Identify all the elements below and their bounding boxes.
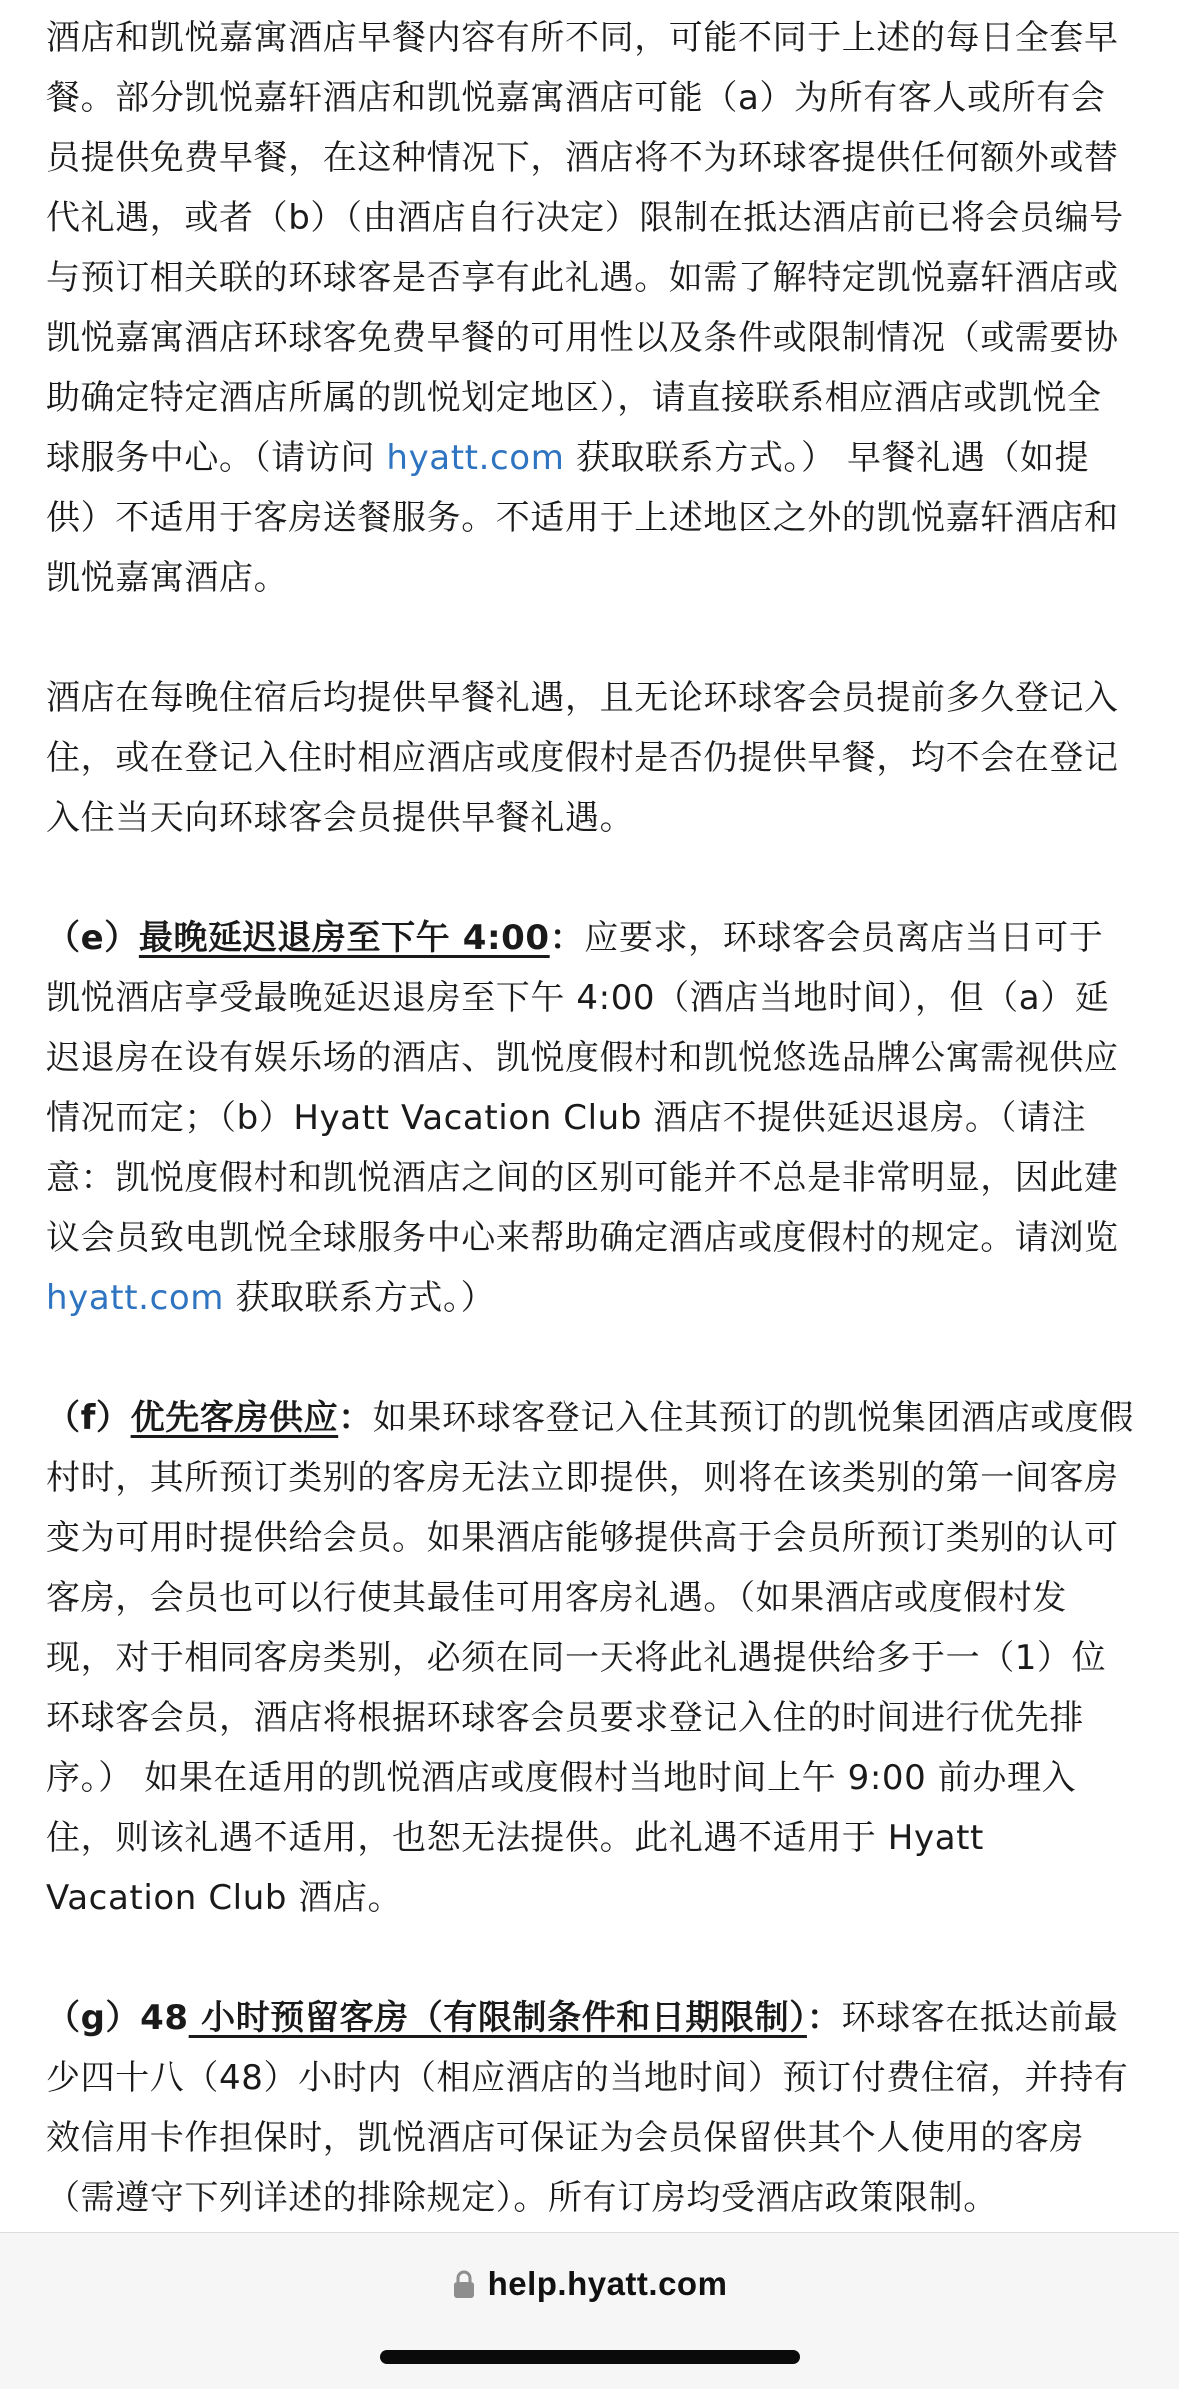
section-colon: ： (549, 918, 585, 958)
paragraph-text: 获取联系方式。） 早餐礼遇（如提供）不适用于客房送餐服务。不适用于上述地区之外的凯悦嘉轩酒店和凯悦嘉寓酒店。 (46, 438, 1119, 598)
section-colon: ： (338, 1398, 373, 1438)
url-text[interactable]: help.hyatt.com (487, 2265, 728, 2302)
paragraph-text: 环球客在抵达前最少四十八（48）小时内（相应酒店的当地时间）预订付费住宿，并持有效信用卡作担保时，凯悦酒店可保证为会员保留供其个人使用的客房（需遵守下列详述的排除规定）。所有订房均受酒店政策限制。 (46, 1998, 1129, 2218)
section-title: 优先客房供应 (130, 1398, 339, 1438)
hyatt-link[interactable]: hyatt.com (386, 438, 565, 478)
paragraph-text: 应要求，环球客会员离店当日可于凯悦酒店享受最晚延迟退房至下午 4:00（酒店当地时间），但（a）延迟退房在设有娱乐场的酒店、凯悦度假村和凯悦悠选品牌公寓需视供应情况而定；（b）Hyatt Vacation Club 酒店不提供延迟退房。（请注意：凯悦度假村和凯悦酒店之间的区别可能并不总是非常明显，因此建议会员致电凯悦全球服务中心来帮助确定酒店或度假村的规定。请浏览 (46, 918, 1119, 1258)
home-indicator[interactable] (380, 2350, 800, 2364)
paragraph-text: 酒店在每晚住宿后均提供早餐礼遇，且无论环球客会员提前多久登记入住，或在登记入住时相应酒店或度假村是否仍提供早餐，均不会在登记入住当天向环球客会员提供早餐礼遇。 (46, 678, 1119, 838)
browser-bottom-bar (0, 2232, 1179, 2389)
paragraph-text: 酒店和凯悦嘉寓酒店早餐内容有所不同，可能不同于上述的每日全套早餐。部分凯悦嘉轩酒店和凯悦嘉寓酒店可能（a）为所有客人或所有会员提供免费早餐，在这种情况下，酒店将不为环球客提供任何额外或替代礼遇，或者（b）（由酒店自行决定）限制在抵达酒店前已将会员编号与预订相关联的环球客是否享有此礼遇。如需了解特定凯悦嘉轩酒店或凯悦嘉寓酒店环球客免费早餐的可用性以及条件或限制情况（或需要协助确定特定酒店所属的凯悦划定地区），请直接联系相应酒店或凯悦全球服务中心。（请访问 (46, 18, 1124, 478)
paragraph-priority-room (46, 1388, 1136, 1928)
article-body (46, 8, 1136, 2288)
section-label (46, 1998, 842, 2038)
lock-icon (452, 2269, 476, 2299)
section-prefix: （e） (46, 918, 139, 958)
hyatt-link[interactable]: hyatt.com (46, 1278, 224, 1318)
section-prefix: （g）48 (46, 1998, 189, 2038)
section-label (46, 1398, 373, 1438)
paragraph-late-checkout (46, 908, 1136, 1328)
address-bar[interactable] (0, 2265, 1179, 2303)
paragraph-text: 如果环球客登记入住其预订的凯悦集团酒店或度假村时，其所预订类别的客房无法立即提供，则将在该类别的第一间客房变为可用时提供给会员。如果酒店能够提供高于会员所预订类别的认可客房，会员也可以行使其最佳可用客房礼遇。（如果酒店或度假村发现，对于相同客房类别，必须在同一天将此礼遇提供给多于一（1）位环球客会员，酒店将根据环球客会员要求登记入住的时间进行优先排序。） 如果在适用的凯悦酒店或度假村当地时间上午 9:00 前办理入住，则该礼遇不适用，也恕无法提供。此礼遇不适用于 Hyatt Vacation Club 酒店。 (46, 1398, 1135, 1918)
section-prefix: （f） (46, 1398, 131, 1438)
paragraph-breakfast-timing (46, 668, 1136, 848)
section-title: 小时预留客房（有限制条件和日期限制） (188, 1998, 807, 2038)
section-label (46, 918, 584, 958)
paragraph-text: 获取联系方式。） (224, 1278, 496, 1318)
paragraph-48h-guarantee (46, 1988, 1136, 2228)
section-colon: ： (806, 1998, 842, 2038)
paragraph-breakfast-variation (46, 8, 1136, 608)
section-title: 最晚延迟退房至下午 4:00 (138, 918, 550, 958)
